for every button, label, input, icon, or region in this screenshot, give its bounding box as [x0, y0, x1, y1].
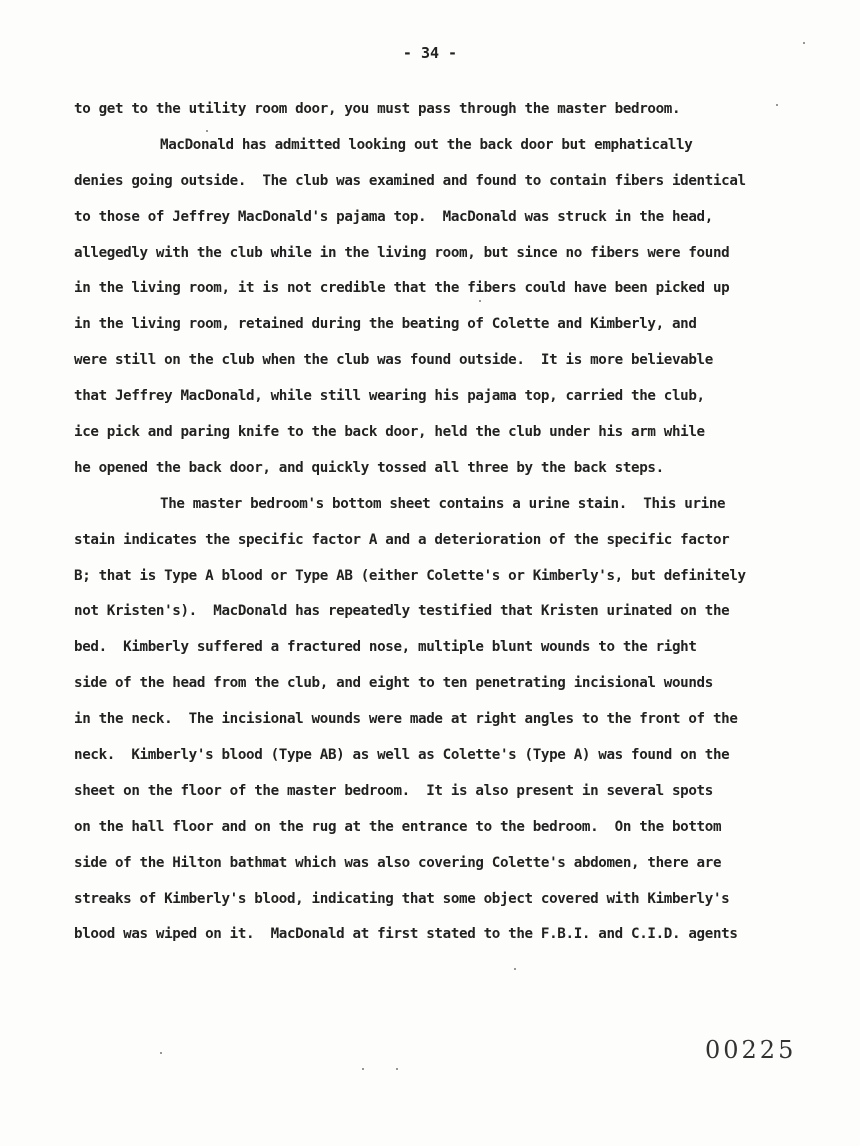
text-line: bed. Kimberly suffered a fractured nose, multiple blunt wounds to the right [74, 639, 697, 656]
text-line: blood was wiped on it. MacDonald at first stated to the F.B.I. and C.I.D. agents [74, 926, 738, 943]
text-line: in the living room, retained during the beating of Colette and Kimberly, and [74, 316, 697, 333]
text-line: allegedly with the club while in the living room, but since no fibers were found [74, 244, 730, 261]
scan-speck [206, 130, 208, 132]
scan-speck [776, 104, 778, 106]
scan-speck [514, 968, 516, 970]
text-line: that Jeffrey MacDonald, while still wearing his pajama top, carried the club, [74, 388, 705, 405]
text-line: ice pick and paring knife to the back door, held the club under his arm while [74, 424, 705, 441]
text-line: side of the head from the club, and eight to ten penetrating incisional wounds [74, 675, 713, 692]
text-line: B; that is Type A blood or Type AB (either Colette's or Kimberly's, but definitely [74, 567, 746, 584]
text-line: MacDonald has admitted looking out the back door but emphatically [160, 136, 693, 153]
text-line: neck. Kimberly's blood (Type AB) as well as Colette's (Type A) was found on the [74, 747, 730, 764]
body-text [74, 92, 824, 953]
text-line: denies going outside. The club was examined and found to contain fibers identical [74, 172, 746, 189]
page-number: - 34 - [402, 44, 458, 62]
scan-speck [479, 300, 481, 302]
text-line: to get to the utility room door, you must pass through the master bedroom. [74, 101, 681, 117]
text-line: in the living room, it is not credible that the fibers could have been picked up [74, 280, 730, 297]
text-line: he opened the back door, and quickly tossed all three by the back steps. [74, 459, 664, 476]
text-line: side of the Hilton bathmat which was also covering Colette's abdomen, there are [74, 854, 722, 871]
bates-number: 00225 [705, 1036, 797, 1064]
text-line: to those of Jeffrey MacDonald's pajama top. MacDonald was struck in the head, [74, 208, 713, 225]
text-line: The master bedroom's bottom sheet contains a urine stain. This urine [160, 495, 726, 512]
scan-speck [396, 1068, 398, 1070]
scan-speck [160, 1052, 162, 1054]
scan-speck [803, 42, 805, 44]
scan-speck [362, 1068, 364, 1070]
text-line: stain indicates the specific factor A and a deterioration of the specific factor [74, 531, 730, 548]
text-line: not Kristen's). MacDonald has repeatedly testified that Kristen urinated on the [74, 603, 730, 620]
text-line: sheet on the floor of the master bedroom. It is also present in several spots [74, 782, 713, 799]
text-line: in the neck. The incisional wounds were made at right angles to the front of the [74, 711, 738, 728]
text-line: were still on the club when the club was found outside. It is more believable [74, 352, 713, 369]
text-line: streaks of Kimberly's blood, indicating that some object covered with Kimberly's [74, 890, 730, 907]
text-line: on the hall floor and on the rug at the entrance to the bedroom. On the bottom [74, 818, 722, 835]
